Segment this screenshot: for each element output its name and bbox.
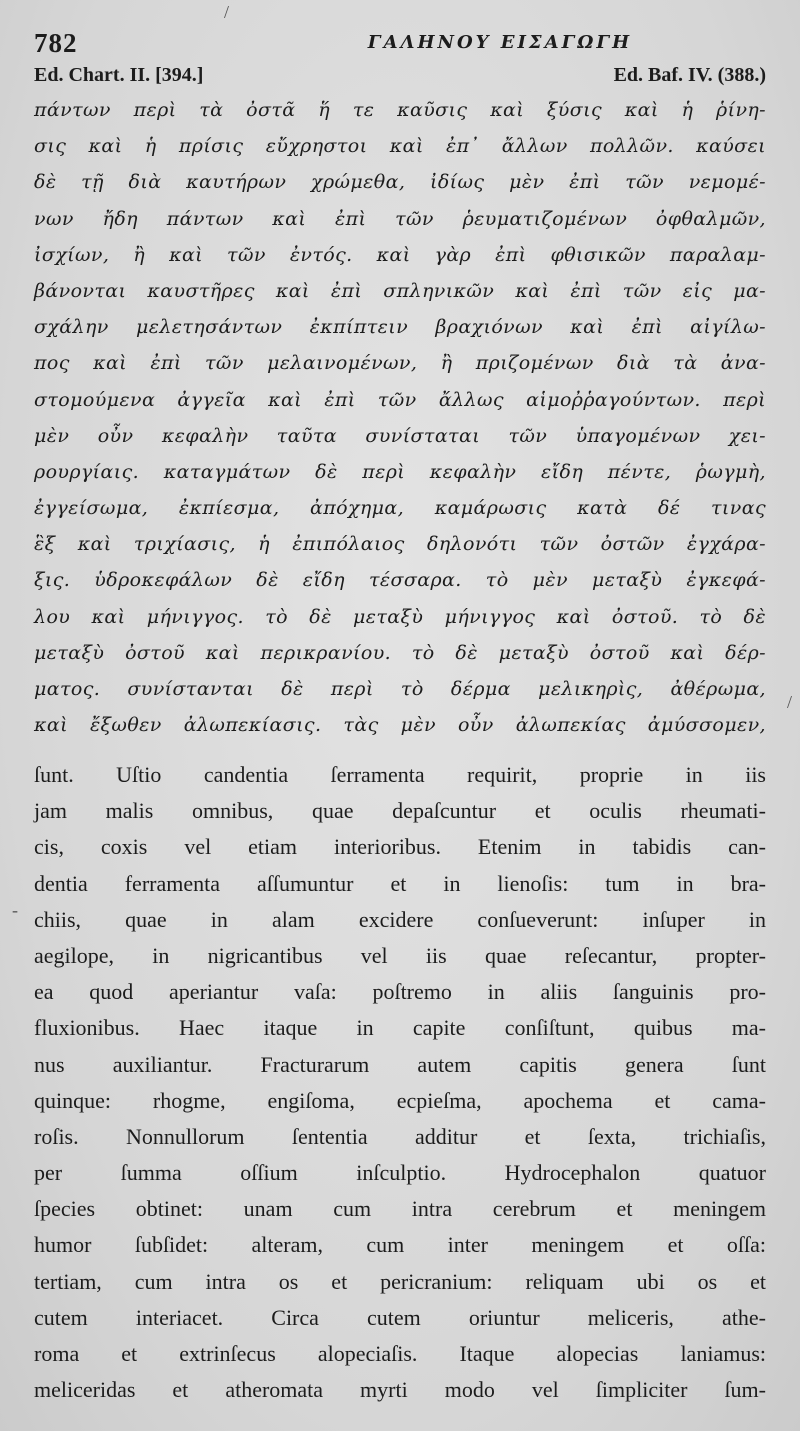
latin-line: meliceridas et atheromata myrti modo vel ſimpliciter ſum- xyxy=(34,1377,766,1403)
latin-line: per ſumma oſſium inſculptio. Hydrocephalon quatuor xyxy=(34,1160,766,1186)
greek-line: πάντων περὶ τὰ ὀστᾶ ἥ τε καῦσις καὶ ξύσις καὶ ἡ ῥίνη- xyxy=(34,99,766,121)
latin-line: quinque: rhogme, engiſoma, ecpieſma, apochema et cama- xyxy=(34,1087,766,1113)
greek-line: ἰσχίων, ἢ καὶ τῶν ἐντός. καὶ γὰρ ἐπὶ φθισικῶν παραλαμ- xyxy=(34,243,766,266)
greek-line: σις καὶ ἡ πρίσις εὔχρηστοι καὶ ἐπ᾽ ἄλλων πολλῶν. καύσει xyxy=(34,135,766,158)
edition-chart-ref: Ed. Chart. II. [394.] xyxy=(34,64,204,86)
latin-line: ſpecies obtinet: unam cum intra cerebrum et meningem xyxy=(34,1196,766,1222)
greek-line: σχάλην μελετησάντων ἐκπίπτειν βραχιόνων καὶ ἐπὶ αἰγίλω- xyxy=(34,316,766,339)
latin-line: humor ſubſidet: alteram, cum inter meningem et oſſa: xyxy=(34,1232,766,1258)
greek-line: ἓξ καὶ τριχίασις, ἡ ἐπιπόλαιος δηλονότι τῶν ὀστῶν ἐγχάρα- xyxy=(34,533,766,556)
greek-line: νων ἤδη πάντων καὶ ἐπὶ τῶν ῥευματιζομένων ὀφθαλμῶν, xyxy=(34,207,766,230)
greek-line: στομούμενα ἀγγεῖα καὶ ἐπὶ τῶν ἄλλως αἱμοῤῥαγούντων. περὶ xyxy=(34,388,766,411)
latin-line: jam malis omnibus, quae depaſcuntur et oculis rheumati- xyxy=(34,798,766,824)
greek-line: δὲ τῇ διὰ καυτήρων χρώμεθα, ἰδίως μὲν ἐπὶ τῶν νεμομέ- xyxy=(34,171,766,194)
greek-line: μεταξὺ ὀστοῦ καὶ περικρανίου. τὸ δὲ μεταξὺ ὀστοῦ καὶ δέρ- xyxy=(34,641,766,664)
margin-mark-left: - xyxy=(12,900,18,920)
latin-line: ſunt. Uſtio candentia ſerramenta requirit, proprie in iis xyxy=(34,762,766,787)
latin-line: tertiam, cum intra os et pericranium: reliquam ubi os et xyxy=(34,1268,766,1294)
greek-line: λου καὶ μήνιγγος. τὸ δὲ μεταξὺ μήνιγγος καὶ ὀστοῦ. τὸ δὲ xyxy=(34,605,766,628)
greek-line: μὲν οὖν κεφαλὴν ταῦτα συνίσταται τῶν ὑπαγομένων χει- xyxy=(34,424,766,447)
latin-line: nus auxiliantur. Fracturarum autem capitis genera ſunt xyxy=(34,1051,766,1077)
latin-line: cis, coxis vel etiam interioribus. Etenim in tabidis can- xyxy=(34,834,766,860)
latin-line: roſis. Nonnullorum ſententia additur et ſexta, trichiaſis, xyxy=(34,1123,766,1149)
running-title: ΓΑΛΗΝΟΥ ΕΙΣΑΓΩΓΗ xyxy=(367,32,633,53)
latin-line: cutem interiacet. Circa cutem oriuntur meliceris, athe- xyxy=(34,1304,766,1330)
greek-line: ρουργίαις. καταγμάτων δὲ περὶ κεφαλὴν εἴδη πέντε, ῥωγμὴ, xyxy=(34,460,766,483)
latin-line: aegilope, in nigricantibus vel iis quae reſecantur, propter- xyxy=(34,942,766,968)
greek-line: πος καὶ ἐπὶ τῶν μελαινομένων, ἢ πριζομένων διὰ τὰ ἀνα- xyxy=(34,352,766,375)
margin-mark-right: / xyxy=(786,692,792,712)
margin-mark-top: / xyxy=(224,2,230,22)
latin-line: ea quod aperiantur vaſa: poſtremo in aliis ſanguinis pro- xyxy=(34,979,766,1005)
greek-line: βάνονται καυστῆρες καὶ ἐπὶ σπληνικῶν καὶ ἐπὶ τῶν εἰς μα- xyxy=(34,279,766,302)
greek-text-block xyxy=(34,92,766,743)
edition-references xyxy=(34,64,766,90)
page-number: 782 xyxy=(34,28,78,58)
latin-text-block xyxy=(34,757,766,1408)
greek-line: ματος. συνίστανται δὲ περὶ τὸ δέρμα μελικηρὶς, ἀθέρωμα, xyxy=(34,678,766,700)
greek-line: καὶ ἔξωθεν ἀλωπεκίασις. τὰς μὲν οὖν ἀλωπεκίας ἀμύσσομεν, xyxy=(34,714,766,737)
latin-line: roma et extrinſecus alopeciaſis. Itaque alopecias laniamus: xyxy=(34,1341,766,1366)
greek-line: ἐγγείσωμα, ἐκπίεσμα, ἀπόχημα, καμάρωσις κατὰ δέ τινας xyxy=(34,497,766,520)
greek-line: ξις. ὑδροκεφάλων δὲ εἴδη τέσσαρα. τὸ μὲν μεταξὺ ἐγκεφά- xyxy=(34,569,766,592)
latin-line: fluxionibus. Haec itaque in capite conſiſtunt, quibus ma- xyxy=(34,1015,766,1041)
edition-basel-ref: Ed. Baf. IV. (388.) xyxy=(613,64,766,86)
page-header xyxy=(34,28,766,60)
latin-line: dentia ferramenta aſſumuntur et in lienoſis: tum in bra- xyxy=(34,870,766,896)
latin-line: chiis, quae in alam excidere conſueverunt: inſuper in xyxy=(34,906,766,932)
